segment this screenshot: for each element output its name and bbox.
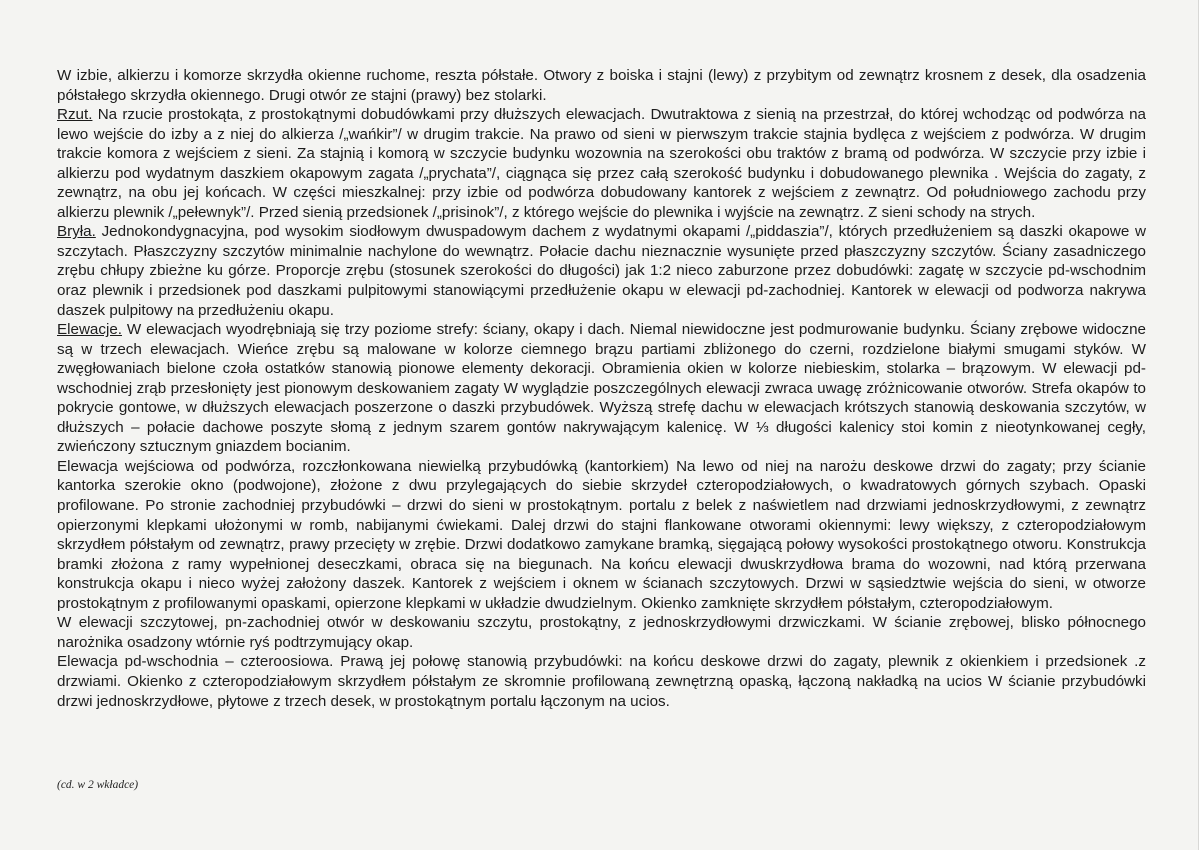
continuation-note: (cd. w 2 wkładce)	[57, 779, 139, 791]
section-text-bryla: Jednokondygnacyjna, pod wysokim siodłowym dwuspadowym dachem z wydatnymi okapami /„piddaszia”/, których przedłużeniem są daszki okapowe w szczytach. Płaszczyzny szczytów minimalnie nachylone do wewnątrz. Połacie dachu nieznacznie wysunięte przed płaszczyzny szczytów. Ściany zasadniczego zrębu chłupy zbieżne ku górze. Proporcje zrębu (stosunek szerokości do długości) jak 1:2 nieco zaburzone przez dobudówki: zagatę w szczycie pd-wschodnim oraz plewnik i przedsionek pod daszkami pulpitowymi stanowiącymi przedłużenie okapu w elewacji pd-zachodniej. Kantorek w elewacji od podworza nakrywa daszek pulpitowy na przedłużeniu okapu.	[57, 223, 1146, 319]
paragraph-bryla	[57, 222, 1146, 320]
paragraph-elewacje	[57, 320, 1146, 457]
paragraph-windows: W izbie, alkierzu i komorze skrzydła okienne ruchome, reszta półstałe. Otwory z boiska i stajni (lewy) z przybitym od zewnątrz krosnem z desek, dla osadzenia półstałego skrzydła okiennego. Drugi otwór ze stajni (prawy) bez stolarki.	[57, 67, 1146, 104]
section-text-rzut: Na rzucie prostokąta, z prostokątnymi dobudówkami przy dłuższych elewacjach. Dwutraktowa z sienią na przestrzał, do której wchodząc od podwórza na lewo wejście do izby a z niej do alkierza /„wańkir”/ w drugim trakcie. Na prawo od sieni w pierwszym trakcie stajnia bydlęca z wejściem z podwórza. W drugim trakcie komora z wejściem z sieni. Za stajnią i komorą w szczycie budynku wozownia na szerokości obu traktów z bramą od podwórza. W szczycie przy izbie i alkierzu pod wydatnym daszkiem okapowym zagata /„prychata”/, ciągnąca się przez całą szerokość budynku i dobudowanego plewnika . Wejścia do zagaty, z zewnątrz, na obu jej końcach. W części mieszkalnej: przy izbie od podwórza dobudowany kantorek z wejściem z zewnątrz. Od południowego zachodu przy alkierzu plewnik /„pełewnyk”/. Przed sienią przedsionek /„prisinok”/, z którego wejście do plewnika i wyjście na zewnątrz. Z sieni schody na strych.	[57, 106, 1146, 221]
paragraph-southeast-elevation: Elewacja pd-wschodnia – czteroosiowa. Prawą jej połowę stanowią przybudówki: na końcu deskowe drzwi do zagaty, plewnik z okienkiem i przedsionek .z drzwiami. Okienko z czteropodziałowym skrzydłem półstałym ze skromnie profilowaną zewnętrzną opaską, łączoną nakładką na ucios W ścianie przybudówki drzwi jednoskrzydłowe, płytowe z trzech desek, w prostokątnym portalu łączonym na ucios.	[57, 653, 1146, 710]
document-body	[57, 66, 1146, 711]
paragraph-rzut	[57, 105, 1146, 222]
section-label-elewacje: Elewacje.	[57, 321, 122, 339]
section-label-rzut: Rzut.	[57, 106, 93, 124]
section-text-elewacje: W elewacjach wyodrębniają się trzy poziome strefy: ściany, okapy i dach. Niemal niewidoczne jest podmurowanie budynku. Ściany zrębowe widoczne są w trzech elewacjach. Wieńce zrębu są malowane w kolorze ciemnego brązu partiami zbliżonego do czerni, rozdzielone białymi smugami styków. W zwęgłowaniach bielone czoła ostatków stanowią pionowe elementy dekoracji. Obramienia okien w kolorze niebieskim, stolarka – brązowym. W elewacji pd-wschodniej zrąb przesłonięty jest pionowym deskowaniem zagaty W wyglądzie poszczególnych elewacji zwraca uwagę zróżnicowanie otworów. Strefa okapów to pokrycie gontowe, w dłuższych elewacjach poszerzone o daszki przybudówek. Wyższą strefę dachu w elewacjach krótszych stanowią deskowania szczytów, w dłuższych – połacie dachowe poszyte słomą z jednym szarem gontów nakrywającym kalenicę. W ⅓ długości kalenicy stoi komin z nieotynkowanej cegły, zwieńczony sztucznym gniazdem bocianim.	[57, 321, 1146, 456]
section-label-bryla: Bryła.	[57, 223, 96, 241]
paragraph-entrance-elevation: Elewacja wejściowa od podwórza, rozczłonkowana niewielką przybudówką (kantorkiem) Na lewo od niej na narożu deskowe drzwi do zagaty; przy ścianie kantorka szerokie okno (podwojone), złożone z dwu przylegających do siebie skrzydeł czteropodziałowych, o kwadratowych górnych szybach. Opaski profilowane. Po stronie zachodniej przybudówki – drzwi do sieni w prostokątnym. portalu z belek z naświetlem nad drzwiami jednoskrzydłowymi, z zewnątrz opierzonymi klepkami ułożonymi w romb, nabijanymi ćwiekami. Dalej drzwi do stajni flankowane otworami okiennymi: lewy większy, z czteropodziałowym skrzydłem półstałym od zewnątrz, prawy przecięty w zrębie. Drzwi dodatkowo zamykane bramką, sięgającą połowy wysokości prostokątnego otworu. Konstrukcja bramki złożona z ramy wypełnionej deseczkami, obraca się na biegunach. Na końcu elewacji dwuskrzydłowa brama do wozowni, nad którą przerwana konstrukcja okapu i nieco wyżej założony daszek. Kantorek z wejściem i oknem w ścianach szczytowych. Drzwi w sąsiedztwie wejścia do sieni, w otworze prostokątnym z profilowanymi opaskami, opierzone klepkami w układzie dwudzielnym. Okienko zamknięte skrzydłem półstałym, czteropodziałowym.	[57, 457, 1146, 612]
paragraph-gable-elevation: W elewacji szczytowej, pn-zachodniej otwór w deskowaniu szczytu, prostokątny, z jednoskrzydłowymi drzwiczkami. W ścianie zrębowej, blisko północnego narożnika osadzony wtórnie ryś podtrzymujący okap.	[57, 614, 1146, 651]
